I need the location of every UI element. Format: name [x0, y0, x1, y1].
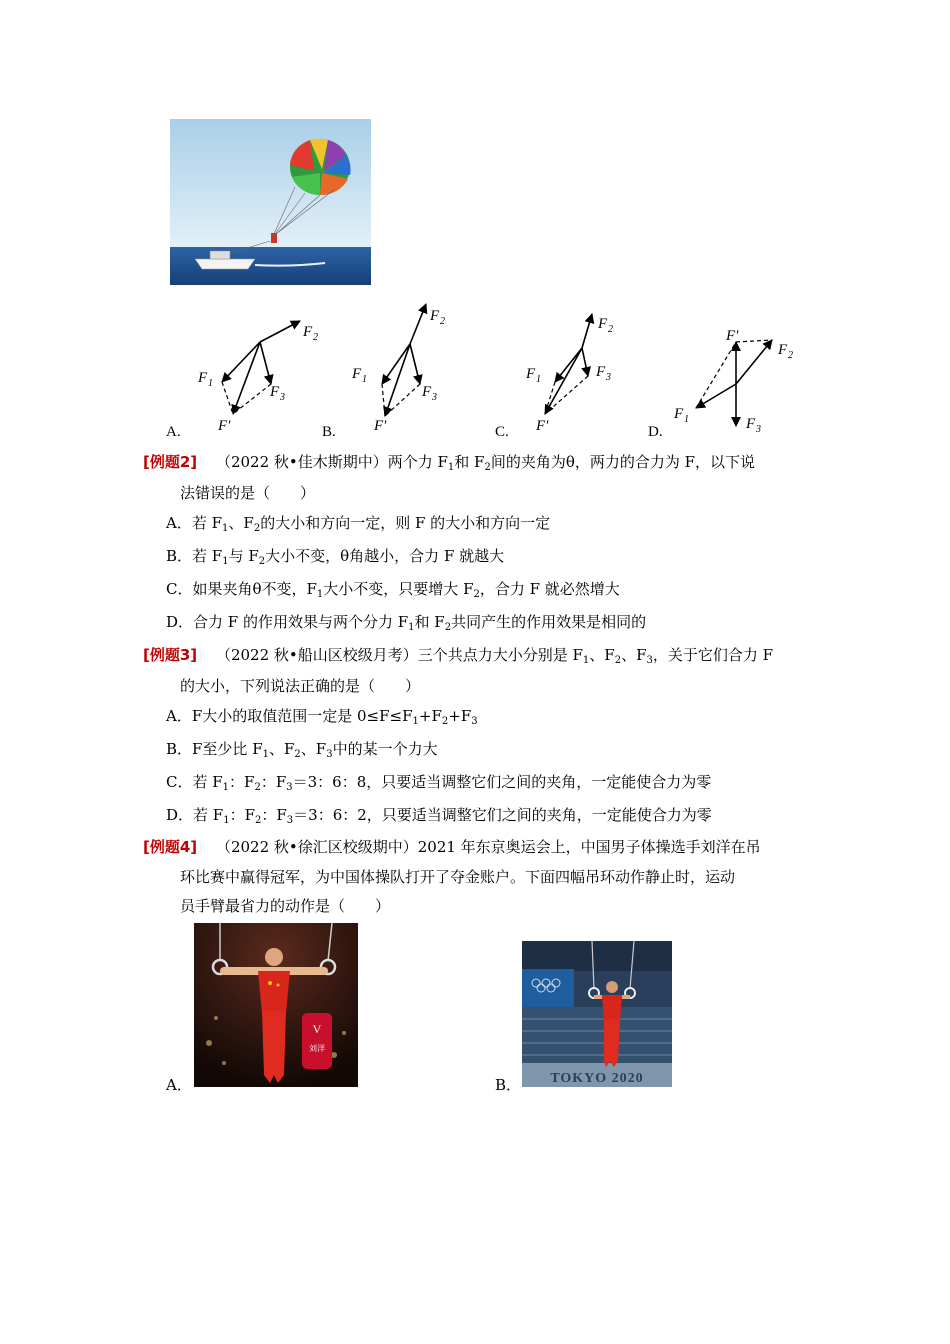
- svg-text:F′: F′: [726, 328, 739, 344]
- sign-text: 刘洋: [309, 1044, 325, 1053]
- q2-option-d[interactable]: D．合力 F 的作用效果与两个分力 $F_1$和 $F_2$共同产生的作用效果是相同的: [166, 613, 647, 633]
- gymnast-photo-a[interactable]: [194, 923, 358, 1087]
- gymnast-photo-b[interactable]: [522, 941, 672, 1087]
- q4-stem-line2: 环比赛中赢得冠军，为中国体操队打开了夺金账户。下面四幅吊环动作静止时，运动: [180, 868, 736, 886]
- diagram-a: [197, 321, 318, 434]
- diagram-c: [525, 314, 613, 434]
- q3-tag: [例题3]: [143, 646, 198, 664]
- q4-option-b[interactable]: B．: [495, 1076, 522, 1094]
- svg-text:2: 2: [313, 332, 318, 343]
- diagram-d: [673, 328, 793, 435]
- q3-stem-line2: 的大小，下列说法正确的是（ ）: [180, 677, 421, 695]
- fig-option-d[interactable]: D.: [648, 424, 663, 440]
- q2-option-b[interactable]: B．若 $F_1$与 $F_2$大小不变，θ角越小，合力 F 就越大: [166, 547, 505, 567]
- q2-option-a[interactable]: A．若 $F_1$、$F_2$的大小和方向一定，则 F 的大小和方向一定: [166, 514, 551, 534]
- parasailing-illustration: [170, 119, 371, 285]
- svg-text:2: 2: [440, 316, 445, 327]
- q2-stem-line1: [例题2] （2022 秋•佳木斯期中）两个力 $F_1$和 $F_2$间的夹角为θ，两力的合力为 F，以下说: [143, 453, 756, 473]
- parasailing-photo: [170, 119, 371, 285]
- svg-text:1: 1: [536, 374, 541, 385]
- q3-option-c[interactable]: C．若 $F_1$：$F_2$：$F_3=3$：6：8，只要适当调整它们之间的夹角，一定能使合力为零: [166, 773, 712, 793]
- fig-option-b[interactable]: B.: [322, 424, 336, 440]
- svg-text:2: 2: [788, 350, 793, 361]
- fig-option-a[interactable]: A.: [166, 424, 181, 440]
- q3-option-d[interactable]: D．若 $F_1$：$F_2$：$F_3=3$：6：2，只要适当调整它们之间的夹角，一定能使合力为零: [166, 806, 712, 826]
- svg-text:F: F: [352, 366, 362, 382]
- q4-tag: [例题4]: [143, 838, 198, 856]
- q2-tag: [例题2]: [143, 453, 198, 471]
- q4-stem-line1: [例题4] （2022 秋•徐汇区校级期中）2021 年东京奥运会上，中国男子体操选手刘洋在吊: [143, 838, 761, 856]
- svg-text:F: F: [778, 342, 788, 358]
- svg-text:F: F: [746, 416, 756, 432]
- force-diagrams: [150, 296, 820, 444]
- svg-text:F′: F′: [374, 418, 387, 434]
- banner-text: TOKYO 2020: [550, 1071, 644, 1086]
- svg-text:F: F: [526, 366, 536, 382]
- svg-text:F: F: [270, 384, 280, 400]
- svg-text:3: 3: [606, 372, 611, 383]
- fig-option-c[interactable]: C.: [495, 424, 509, 440]
- svg-text:1: 1: [684, 414, 689, 425]
- svg-text:F: F: [596, 364, 606, 380]
- diagram-b: [351, 304, 445, 434]
- svg-text:F: F: [674, 406, 684, 422]
- q3-option-b[interactable]: B．F至少比 $F_1$、$F_2$、$F_3$中的某一个力大: [166, 740, 438, 760]
- q3-stem-line1: [例题3] （2022 秋•船山区校级月考）三个共点力大小分别是 $F_1$、$F_2$、$F_3$，关于它们合力 F: [143, 646, 774, 666]
- svg-text:1: 1: [362, 374, 367, 385]
- svg-text:3: 3: [756, 424, 761, 435]
- svg-text:2: 2: [608, 324, 613, 335]
- q3-option-a[interactable]: A．F大小的取值范围一定是 $0\le F\le F_1+F_2+F_3$: [166, 707, 478, 727]
- svg-text:F: F: [422, 384, 432, 400]
- svg-text:F′: F′: [218, 418, 231, 434]
- svg-text:1: 1: [208, 378, 213, 389]
- label-f1: F: [198, 370, 208, 386]
- svg-text:F: F: [598, 316, 608, 332]
- q2-option-c[interactable]: C．如果夹角θ不变，$F_1$大小不变，只要增大 $F_2$，合力 F 就必然增大: [166, 580, 620, 600]
- q4-stem-line3: 员手臂最省力的动作是（ ）: [180, 897, 391, 915]
- svg-text:3: 3: [280, 392, 285, 403]
- q2-stem-line2: 法错误的是（ ）: [180, 484, 316, 502]
- svg-text:F′: F′: [536, 418, 549, 434]
- svg-text:V: V: [312, 1022, 322, 1036]
- q4-option-a[interactable]: A．: [166, 1076, 192, 1094]
- svg-text:F: F: [303, 324, 313, 340]
- svg-text:3: 3: [432, 392, 437, 403]
- svg-text:F: F: [430, 308, 440, 324]
